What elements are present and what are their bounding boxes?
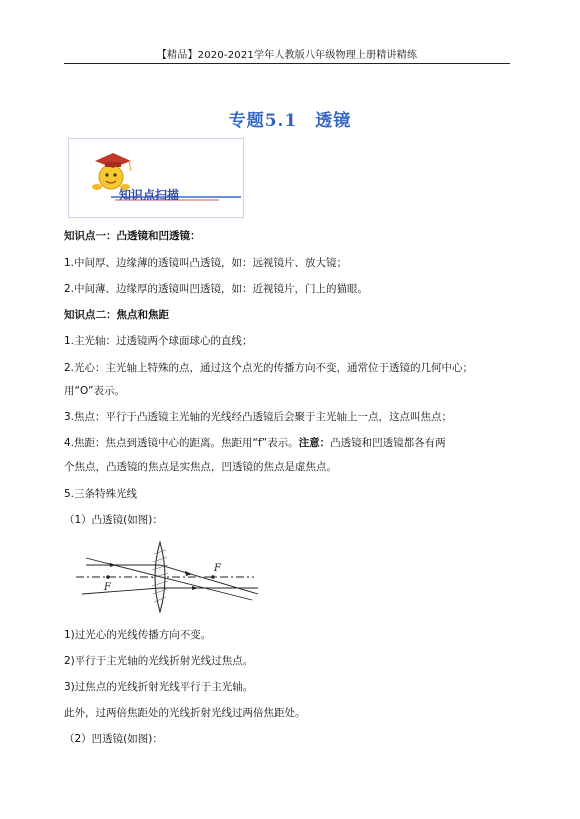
banner-label: 知识点扫描 (119, 188, 180, 202)
page-header: 【精品】2020-2021学年人教版八年级物理上册精讲精练 (156, 50, 418, 61)
section2-item-5: 5.三条特殊光线 (64, 488, 138, 500)
section2-heading: 知识点二：焦点和焦距 (64, 309, 169, 321)
section1-item-1: 1.中间厚、边缘薄的透镜叫凸透镜，如：远视镜片、放大镜； (64, 257, 348, 269)
section2-item-4a (64, 436, 446, 450)
title-number: 专题5.1 (228, 111, 298, 131)
item4-text: 4.焦距：焦点到透镜中心的距离。焦距用“f”表示。 (64, 437, 299, 449)
extra-note: 此外，过两倍焦距处的光线折射光线过两倍焦距处。 (64, 707, 306, 719)
focus-point-left (106, 575, 110, 579)
section1-item-2: 2.中间薄、边缘厚的透镜叫凹透镜，如：近视镜片，门上的猫眼。 (64, 283, 369, 295)
page-title (0, 106, 580, 131)
concave-lens-label: （2）凹透镜(如图)： (64, 733, 163, 745)
knowledge-banner (68, 138, 244, 218)
section2-item-2b: 用“O”表示。 (64, 385, 125, 397)
focus-point-right (211, 575, 215, 579)
convex-rule-3: 3)过焦点的光线折射光线平行于主光轴。 (64, 681, 254, 693)
section2-item-4b: 个焦点，凸透镜的焦点是实焦点，凹透镜的焦点是虚焦点。 (64, 461, 337, 473)
focus-label-left: F (104, 582, 111, 593)
section1-heading: 知识点一：凸透镜和凹透镜： (64, 230, 201, 242)
header-divider (64, 63, 510, 64)
section2-item-1: 1.主光轴：过透镜两个球面球心的直线； (64, 335, 253, 347)
focus-label-right: F (214, 563, 221, 574)
convex-lens-diagram (72, 538, 272, 618)
note-label: 注意： (298, 437, 331, 449)
title-name: 透镜 (315, 111, 352, 131)
convex-lens-label: （1）凸透镜(如图)： (64, 514, 163, 526)
item4-note-text: 凸透镜和凹透镜都各有两 (330, 437, 446, 449)
convex-rule-1: 1)过光心的光线传播方向不变。 (64, 629, 212, 641)
graduate-cap-emoji-icon (69, 139, 245, 219)
convex-rule-2: 2)平行于主光轴的光线折射光线过焦点。 (64, 655, 254, 667)
section2-item-2a: 2.光心：主光轴上特殊的点，通过这个点光的传播方向不变，通常位于透镜的几何中心； (64, 362, 474, 374)
section2-item-3: 3.焦点：平行于凸透镜主光轴的光线经凸透镜后会聚于主光轴上一点，这点叫焦点； (64, 411, 453, 423)
